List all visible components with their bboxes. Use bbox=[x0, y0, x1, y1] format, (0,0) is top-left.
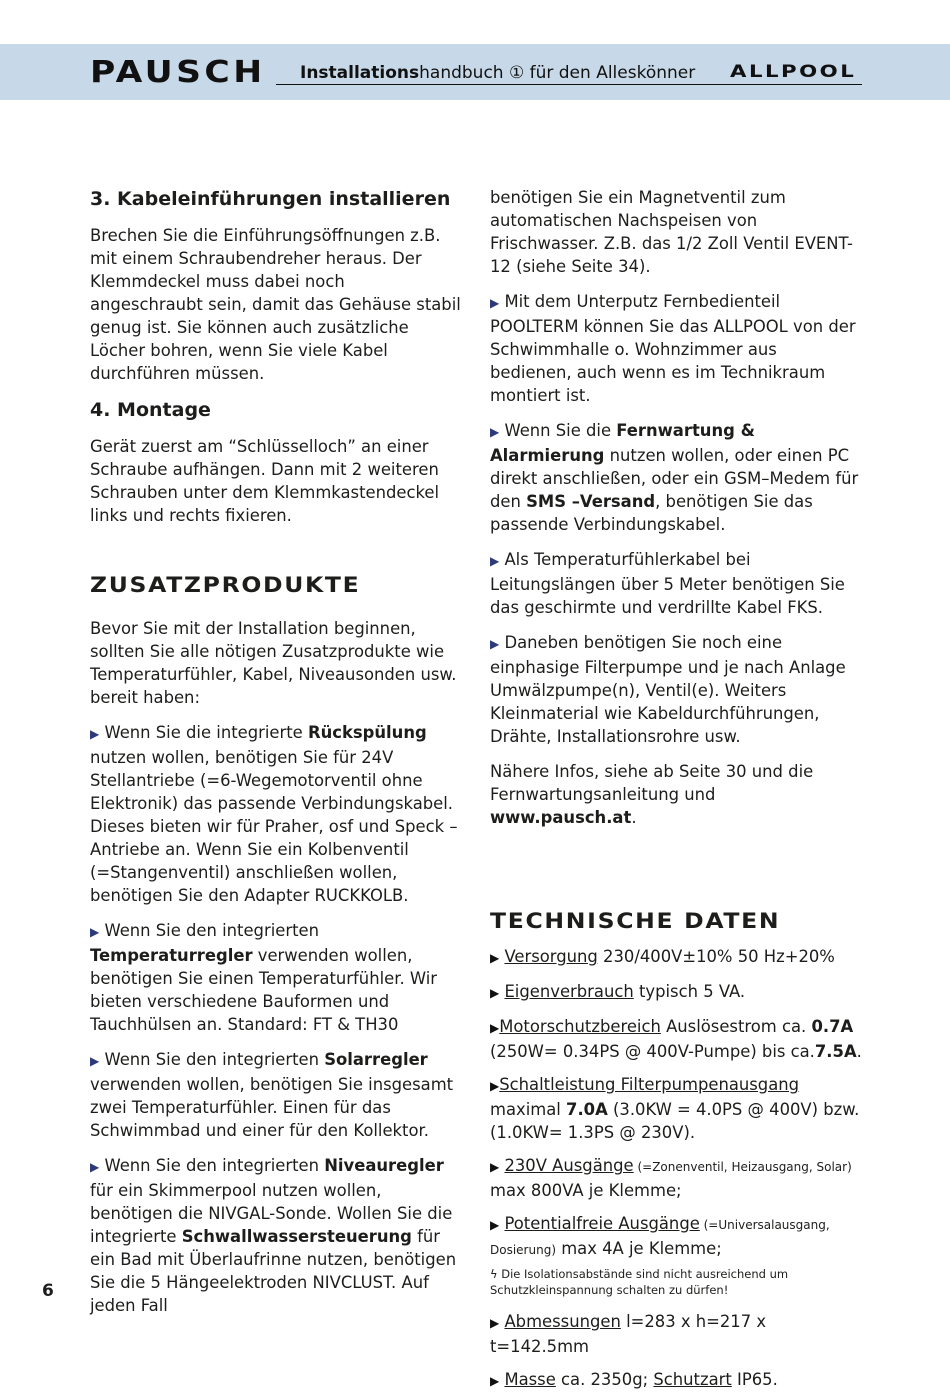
bullet-arrow-icon: ▶ bbox=[490, 951, 500, 965]
website-link[interactable]: www.pausch.at bbox=[490, 808, 632, 827]
bullet-arrow-icon: ▶ bbox=[490, 425, 500, 439]
spec-motorschutz: ▶Motorschutzbereich Auslösestrom ca. 0.7A (250W= 0.34PS @ 400V-Pumpe) bis ca.7.5A. bbox=[490, 1017, 862, 1061]
spec-230v-ausgaenge: ▶ 230V Ausgänge (=Zonenventil, Heizausgang, Solar) max 800VA je Klemme; bbox=[490, 1156, 852, 1200]
spec-potentialfreie-ausgaenge: ▶ Potentialfreie Ausgänge (=Universalausgang, Dosierung) max 4A je Klemme; bbox=[490, 1214, 830, 1258]
heading-technische-daten: TECHNISCHE DATEN bbox=[490, 909, 781, 933]
header-title bbox=[300, 63, 695, 83]
bullet-arrow-icon: ▶ bbox=[490, 637, 500, 651]
paragraph-zusatzprodukte: Bevor Sie mit der Installation beginnen, sollten Sie alle nötigen Zusatzprodukte wie Temperaturfühler, Kabel, Niveausonden usw. bereit haben: bbox=[90, 619, 457, 707]
bullet-arrow-icon: ▶ bbox=[490, 986, 500, 1000]
spec-masse-schutzart: ▶ Masse ca. 2350g; Schutzart IP65. bbox=[490, 1370, 778, 1389]
bullet-arrow-icon: ▶ bbox=[490, 1079, 500, 1093]
spec-versorgung: ▶ Versorgung 230/400V±10% 50 Hz+20% bbox=[490, 947, 835, 966]
header-rule bbox=[276, 84, 862, 85]
heading-zusatzprodukte: ZUSATZPRODUKTE bbox=[90, 573, 361, 597]
spec-isolation-note: ϟ Die Isolationsabstände sind nicht ausreichend um Schutzkleinspannung schalten zu dürfen! bbox=[490, 1267, 789, 1297]
bullet-filterpumpe: ▶ Daneben benötigen Sie noch eine einphasige Filterpumpe und je nach Anlage Umwälzpumpe(n), Ventil(e). Weiters Kleinmaterial wie Kabeldurchführungen, Drähte, Installationsrohre usw. bbox=[490, 633, 846, 746]
spec-schaltleistung: ▶Schaltleistung Filterpumpenausgang maximal 7.0A (3.0KW = 4.0PS @ 400V) bzw. (1.0KW= 1.3PS @ 230V). bbox=[490, 1075, 860, 1142]
bullet-arrow-icon: ▶ bbox=[90, 1054, 100, 1068]
bullet-arrow-icon: ▶ bbox=[90, 727, 100, 741]
paragraph-montage: Gerät zuerst am “Schlüsselloch” an einer Schraube aufhängen. Dann mit 2 weiteren Schrauben unter dem Klemmkastendeckel links und rechts fixieren. bbox=[90, 437, 440, 525]
header-title-rest: handbuch ① für den Alleskönner bbox=[419, 63, 696, 83]
page-header bbox=[0, 44, 950, 100]
paragraph-magnetventil: benötigen Sie ein Magnetventil zum automatischen Nachspeisen von Frischwasser. Z.B. das 1/2 Zoll Ventil EVENT-12 (siehe Seite 34). bbox=[490, 188, 853, 276]
pausch-logo: PAUSCH bbox=[90, 55, 266, 90]
bullet-solarregler: ▶ Wenn Sie den integrierten Solarregler verwenden wollen, benötigen Sie insgesamt zwei Temperaturfühler. Einen für das Schwimmbad und einer für den Kollektor. bbox=[90, 1050, 454, 1140]
paragraph-kabeleinfuehrungen: Brechen Sie die Einführungsöffnungen z.B. mit einem Schraubendreher heraus. Der Klemmdeckel muss dabei noch angeschraubt sein, damit das Gehäuse stabil genug ist. Sie können auch zusätzliche Löcher bohren, wenn Sie viele Kabel durchführen müssen. bbox=[90, 226, 461, 383]
bullet-niveauregler: ▶ Wenn Sie den integrierten Niveauregler für ein Skimmerpool nutzen wollen, benötigen die NIVGAL-Sonde. Wollen Sie die integrierte Schwallwassersteuerung für ein Bad mit Überlaufrinne nutzen, benötigen Sie die 5 Hängeelektroden NIVCLUST. Auf jeden Fall bbox=[90, 1156, 457, 1315]
bullet-fuehlerkabel: ▶ Als Temperaturfühlerkabel bei Leitungslängen über 5 Meter benötigen Sie das geschirmte und verdrillte Kabel FKS. bbox=[490, 550, 845, 617]
header-title-bold: Installations bbox=[300, 63, 420, 83]
allpool-logo: ALLPOOL bbox=[730, 62, 857, 82]
right-column bbox=[490, 186, 862, 1393]
left-column bbox=[90, 186, 462, 1329]
spec-abmessungen: ▶ Abmessungen l=283 x h=217 x t=142.5mm bbox=[490, 1312, 767, 1356]
bullet-temperaturregler: ▶ Wenn Sie den integrierten Temperaturregler verwenden wollen, benötigen Sie einen Temperaturfühler. Wir bieten verschiedene Bauformen und Tauchhülsen an. Standard: FT & TH30 bbox=[90, 921, 438, 1034]
paragraph-naehere-infos: Nähere Infos, siehe ab Seite 30 und die Fernwartungsanleitung und www.pausch.at. bbox=[490, 762, 814, 827]
heading-kabeleinfuehrungen: 3. Kabeleinführungen installieren bbox=[90, 188, 451, 210]
spec-eigenverbrauch: ▶ Eigenverbrauch typisch 5 VA. bbox=[490, 982, 746, 1001]
page-number: 6 bbox=[42, 1281, 54, 1301]
bullet-rueckspuelung: ▶ Wenn Sie die integrierte Rückspülung nutzen wollen, benötigen Sie für 24V Stellantriebe (=6-Wegemotorventil ohne Elektronik) das passende Verbindungskabel. Dieses bieten wir für Praher, osf und Speck – Antriebe an. Wenn Sie ein Kolbenventil (=Stangenventil) anschließen wollen, benötigen Sie den Adapter RUCKKOLB. bbox=[90, 723, 458, 905]
bullet-arrow-icon: ▶ bbox=[490, 1316, 500, 1330]
bullet-arrow-icon: ▶ bbox=[490, 1160, 500, 1174]
bullet-arrow-icon: ▶ bbox=[90, 925, 100, 939]
bullet-arrow-icon: ▶ bbox=[90, 1160, 100, 1174]
bullet-arrow-icon: ▶ bbox=[490, 296, 500, 310]
bullet-arrow-icon: ▶ bbox=[490, 1374, 500, 1388]
bullet-arrow-icon: ▶ bbox=[490, 1021, 500, 1035]
bullet-arrow-icon: ▶ bbox=[490, 554, 500, 568]
bullet-arrow-icon: ▶ bbox=[490, 1218, 500, 1232]
bullet-fernwartung: ▶ Wenn Sie die Fernwartung & Alarmierung nutzen wollen, oder einen PC direkt anschließen, oder ein GSM–Medem für den SMS –Versand, benötigen Sie das passende Verbindungskabel. bbox=[490, 421, 859, 534]
bullet-poolterm: ▶ Mit dem Unterputz Fernbedienteil POOLTERM können Sie das ALLPOOL von der Schwimmhalle o. Wohnzimmer aus bedienen, auch wenn es im Technikraum montiert ist. bbox=[490, 292, 856, 405]
heading-montage: 4. Montage bbox=[90, 399, 211, 421]
